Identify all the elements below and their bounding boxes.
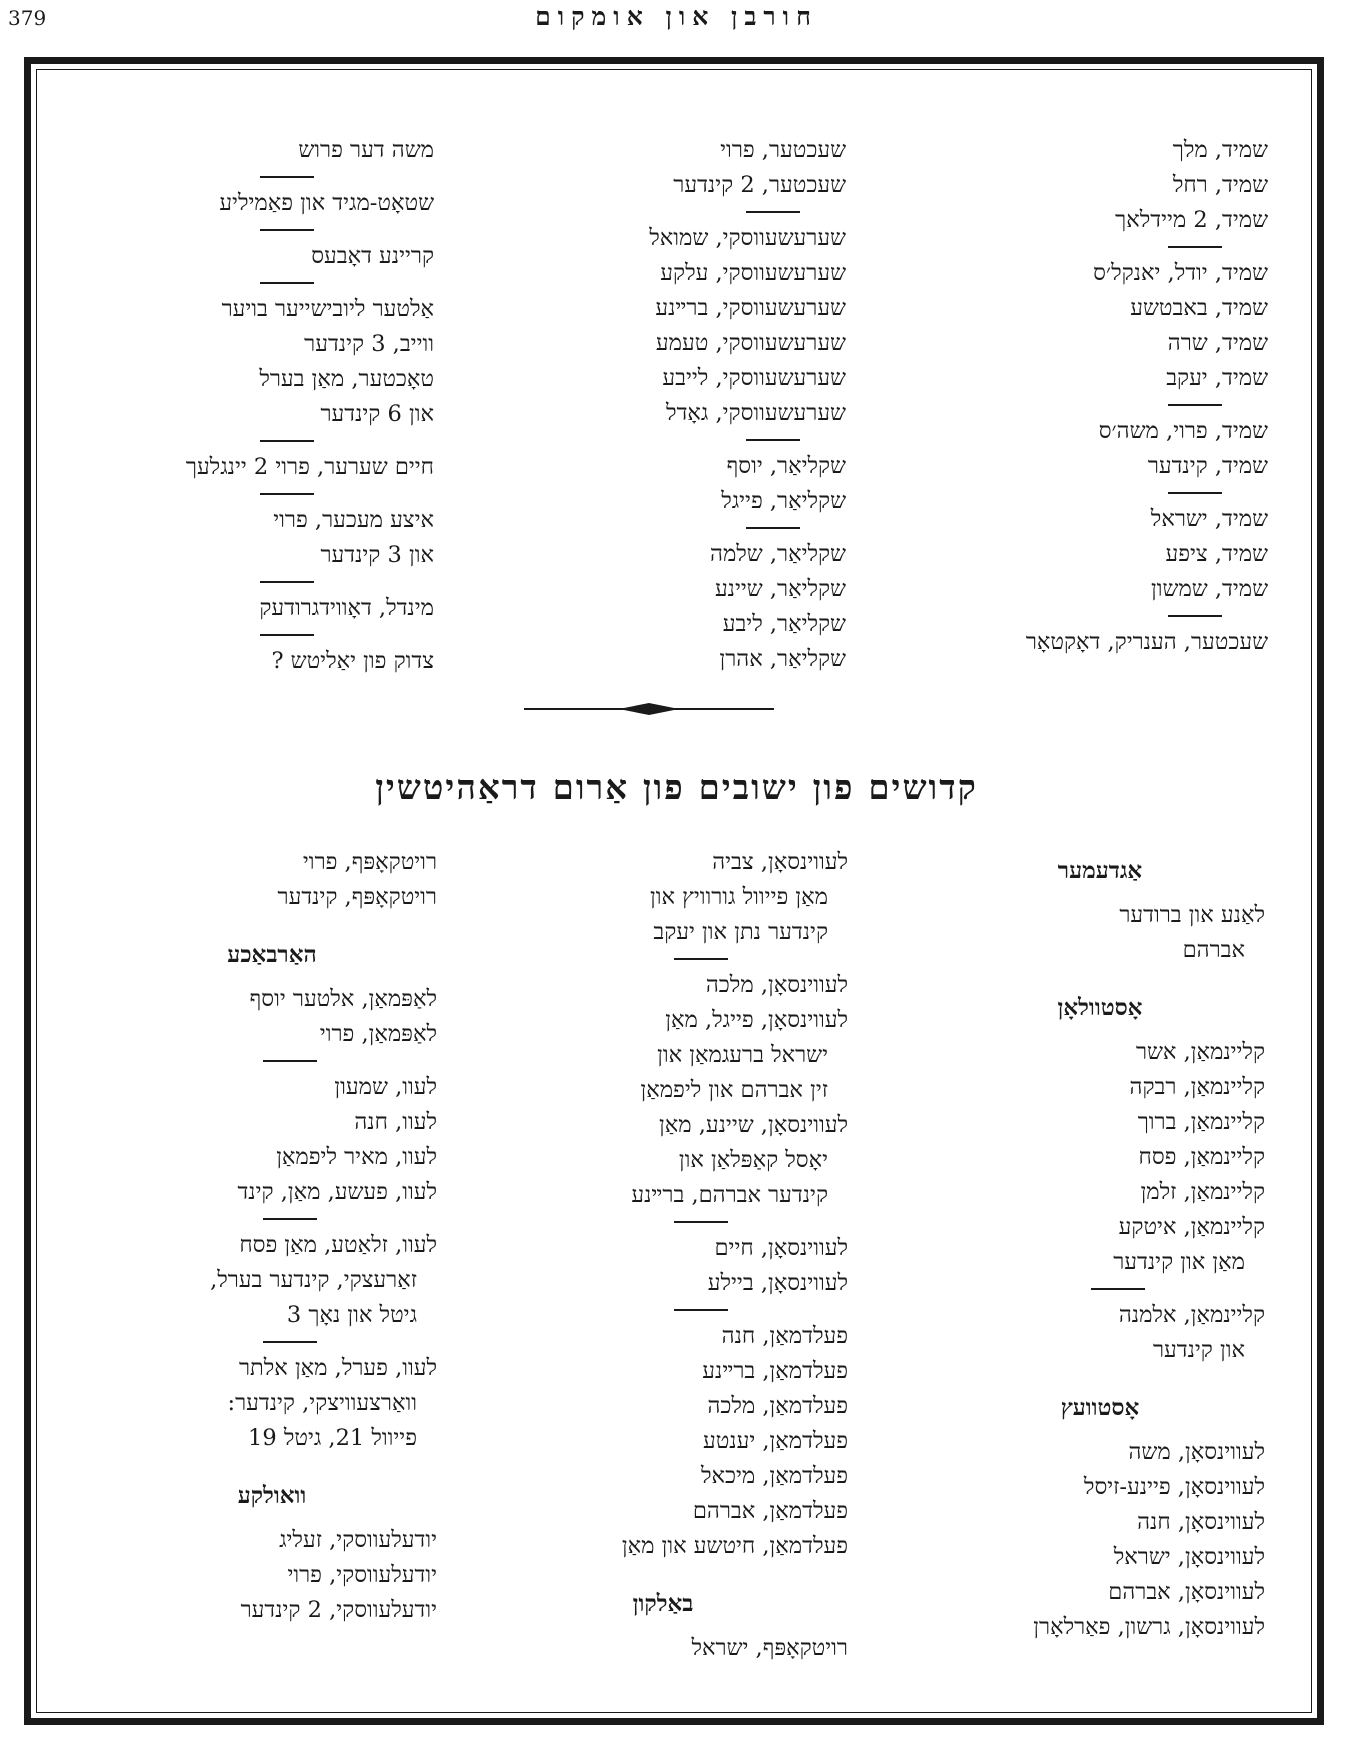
- group-separator: [1168, 246, 1222, 248]
- group-gap: [107, 915, 437, 929]
- entry-line: פעלדמאַן, מיכאל: [700, 1463, 848, 1489]
- entry-line: און 6 קינדער: [320, 401, 434, 427]
- entry-line: שעכטער, הענריק, דאָקטאָר: [1025, 629, 1268, 655]
- group-separator: [1168, 492, 1222, 494]
- entry-line: שקליאַר, ליבע: [722, 611, 846, 637]
- entry-line: לעווינסאָן, ביילע: [707, 1270, 848, 1296]
- entry-line: שמיד, יודל, יאנקל׳ס: [1093, 260, 1268, 286]
- entry-line: וואַרצעוויצקי, קינדער:: [227, 1390, 417, 1416]
- entry-line: פעלדמאַן, אברהם: [692, 1498, 848, 1524]
- entry-line: און קינדער: [1152, 1337, 1245, 1363]
- entry-line: לעווינסאָן, צביה: [712, 849, 848, 875]
- entry-line: מאַן און קינדער: [1113, 1249, 1245, 1275]
- entry-line: לעווינסאָן, אברהם: [1108, 1579, 1265, 1605]
- entry-line: אברהם: [1182, 937, 1245, 963]
- entry-line: שמיד, קינדער: [1147, 453, 1268, 479]
- bottom-column-middle: [478, 845, 848, 1666]
- entry-line: קליינמאַן, אשר: [1135, 1039, 1265, 1065]
- locality-heading: אָסטוולאָן: [1057, 994, 1143, 1021]
- locality-heading: באַלקון: [632, 1590, 694, 1617]
- entry-line: לעוו, זלאַטע, מאַן פסח: [239, 1232, 437, 1258]
- entry-line: קליינמאַן, איטקע: [1118, 1214, 1265, 1240]
- entry-line: קליינמאַן, רבקה: [1129, 1074, 1265, 1100]
- entry-line: שקליאַר, יוסף: [726, 453, 846, 479]
- group-separator: [260, 282, 314, 284]
- entry-line: מאַן פייוול גורוויץ און: [649, 884, 828, 910]
- entry-line: שעכטער, פרוי: [720, 137, 846, 163]
- group-separator: [260, 634, 314, 636]
- group-separator: [263, 1218, 317, 1220]
- entry-line: לעוו, חנה: [354, 1109, 437, 1135]
- group-separator: [746, 439, 800, 441]
- group-separator: [260, 581, 314, 583]
- entry-line: ישראל ברעגמאַן און: [657, 1042, 828, 1068]
- group-separator: [263, 1060, 317, 1062]
- group-separator: [263, 1341, 317, 1343]
- group-separator: [1168, 404, 1222, 406]
- running-title: חורבן און אומקום: [535, 2, 818, 31]
- entry-line: לעוו, מאיר ליפמאַן: [276, 1144, 437, 1170]
- entry-line: שמיד, פרוי, משה׳ס: [1098, 418, 1268, 444]
- entry-line: לעווינסאָן, שיינע, מאַן: [659, 1112, 848, 1138]
- entry-line: שקליאַר, פייגל: [721, 488, 846, 514]
- group-separator: [746, 211, 800, 213]
- entry-line: צדוק פון יאַליטש ?: [271, 648, 434, 674]
- entry-line: לעווינסאָן, חנה: [1137, 1509, 1265, 1535]
- entry-line: פעלדמאַן, יענטע: [702, 1428, 848, 1454]
- group-separator: [260, 440, 314, 442]
- locality-heading: האַרבאַכע: [227, 941, 317, 968]
- entry-line: לאַפּמאַן, פרוי: [319, 1021, 437, 1047]
- entry-line: לעוו, שמעון: [334, 1074, 437, 1100]
- top-column-middle: [516, 133, 846, 677]
- entry-line: לעוו, פעשע, מאַן, קינד: [237, 1179, 437, 1205]
- entry-line: שמיד, שרה: [1167, 330, 1268, 356]
- top-column-left: [104, 133, 434, 679]
- bottom-column-left: [107, 845, 437, 1628]
- section-heading: קדושים פון ישובים פון אַרום דראַהיטשין: [375, 768, 978, 808]
- entry-line: שערעשעווסקי, לייבע: [662, 365, 846, 391]
- locality-heading: אָסטוועץ: [1060, 1394, 1140, 1421]
- group-gap: [935, 1368, 1265, 1382]
- entry-line: יודעלעווסקי, זעליג: [279, 1527, 437, 1553]
- entry-line: פעלדמאַן, חיטשע און מאַן: [621, 1533, 848, 1559]
- top-column-right: [938, 133, 1268, 660]
- ornament-divider: [524, 702, 774, 716]
- entry-line: שערעשעווסקי, גאָדל: [666, 400, 846, 426]
- entry-line: קליינמאַן, אלמנה: [1118, 1302, 1265, 1328]
- entry-line: שמיד, באבטשע: [1130, 295, 1268, 321]
- entry-line: שמיד, רחל: [1172, 172, 1268, 198]
- bottom-column-right: [935, 845, 1265, 1645]
- entry-line: שמיד, שמשון: [1151, 576, 1268, 602]
- entry-line: קריינע דאָבעס: [311, 243, 434, 269]
- group-separator: [674, 958, 728, 960]
- entry-line: זין אברהם און ליפמאַן: [640, 1077, 828, 1103]
- entry-line: שעכטער, 2 קינדער: [673, 172, 846, 198]
- entry-line: משה דער פרוש: [298, 137, 434, 163]
- entry-line: לעווינסאָן, פיינע-זיסל: [1083, 1474, 1265, 1500]
- group-separator: [260, 493, 314, 495]
- entry-line: רויטקאָפּף, ישראל: [691, 1635, 848, 1661]
- entry-line: לעווינסאָן, פייגל, מאַן: [665, 1007, 848, 1033]
- entry-line: קינדער אברהם, ברײנע: [631, 1182, 828, 1208]
- group-separator: [260, 176, 314, 178]
- entry-line: קליינמאַן, ברוך: [1137, 1109, 1265, 1135]
- entry-line: זאַרעצקי, קינדער בערל,: [210, 1267, 417, 1293]
- entry-line: שמיד, ציפע: [1165, 541, 1268, 567]
- entry-line: קליינמאַן, פסח: [1138, 1144, 1265, 1170]
- group-separator: [1168, 615, 1222, 617]
- entry-line: יודעלעווסקי, 2 קינדער: [240, 1597, 437, 1623]
- group-separator: [674, 1309, 728, 1311]
- entry-line: לעווינסאָן, ישראל: [1113, 1544, 1265, 1570]
- entry-line: לעווינסאָן, חיים: [714, 1235, 848, 1261]
- locality-heading: וואולקע: [237, 1482, 307, 1509]
- entry-line: קינדער נתן און יעקב: [653, 919, 828, 945]
- entry-line: קליינמאַן, זלמן: [1140, 1179, 1265, 1205]
- entry-line: שמיד, מלך: [1172, 137, 1268, 163]
- group-separator: [1091, 1288, 1145, 1290]
- entry-line: לאַנע און ברודער: [1119, 902, 1265, 928]
- entry-line: שערעשעווסקי, טעמע: [655, 330, 846, 356]
- entry-line: לעווינסאָן, מלכה: [705, 972, 848, 998]
- group-separator: [260, 229, 314, 231]
- entry-line: שמיד, ישראל: [1150, 506, 1268, 532]
- entry-line: שטאָט-מגיד און פאַמיליע: [219, 190, 434, 216]
- entry-line: חיים שערער, פרוי 2 יינגלעך: [185, 454, 434, 480]
- entry-line: פעלדמאַן, חנה: [721, 1323, 848, 1349]
- entry-line: לעווינסאָן, גרשון, פאַרלאָרן: [1033, 1614, 1265, 1640]
- locality-heading: אַגדעמער: [1057, 857, 1143, 884]
- entry-line: פייוול 21, גיטל 19: [248, 1425, 417, 1451]
- entry-line: שקליאַר, אהרן: [719, 646, 846, 672]
- entry-line: ווייב, 3 קינדער: [304, 331, 434, 357]
- page-number: 379: [8, 6, 47, 30]
- entry-line: פעלדמאַן, מלכה: [707, 1393, 848, 1419]
- entry-line: שערעשעווסקי, ברײנע: [655, 295, 846, 321]
- group-gap: [935, 968, 1265, 982]
- entry-line: לאַפּמאַן, אלטער יוסף: [249, 986, 437, 1012]
- entry-line: יאָסל קאַפּלאַן און: [678, 1147, 828, 1173]
- entry-line: שקליאַר, שיינע: [714, 576, 846, 602]
- entry-line: און 3 קינדער: [320, 542, 434, 568]
- entry-line: שערעשעווסקי, שמואל: [649, 225, 846, 251]
- entry-line: אַלטער ליובישייער בויער: [221, 296, 434, 322]
- entry-line: רויטקאָפּף, פרוי: [302, 849, 437, 875]
- entry-line: טאָכטער, מאַן בערל: [259, 366, 434, 392]
- group-gap: [107, 1456, 437, 1470]
- group-gap: [478, 1564, 848, 1578]
- entry-line: שקליאַר, שלמה: [710, 541, 846, 567]
- group-separator: [674, 1221, 728, 1223]
- entry-line: שמיד, יעקב: [1166, 365, 1268, 391]
- group-separator: [746, 527, 800, 529]
- entry-line: לעווינסאָן, משה: [1128, 1439, 1265, 1465]
- entry-line: איצע מעכער, פרוי: [273, 507, 434, 533]
- entry-line: גיטל און נאָך 3: [286, 1302, 417, 1328]
- entry-line: שמיד, 2 מיידלאך: [1115, 207, 1268, 233]
- entry-line: רויטקאָפּף, קינדער: [277, 884, 437, 910]
- entry-line: מינדל, דאָווידגרודעק: [259, 595, 434, 621]
- entry-line: לעוו, פערל, מאַן אלתר: [238, 1355, 437, 1381]
- entry-line: יודעלעווסקי, פרוי: [287, 1562, 437, 1588]
- entry-line: שערעשעווסקי, עלקע: [660, 260, 846, 286]
- entry-line: פעלדמאַן, ברײנע: [702, 1358, 848, 1384]
